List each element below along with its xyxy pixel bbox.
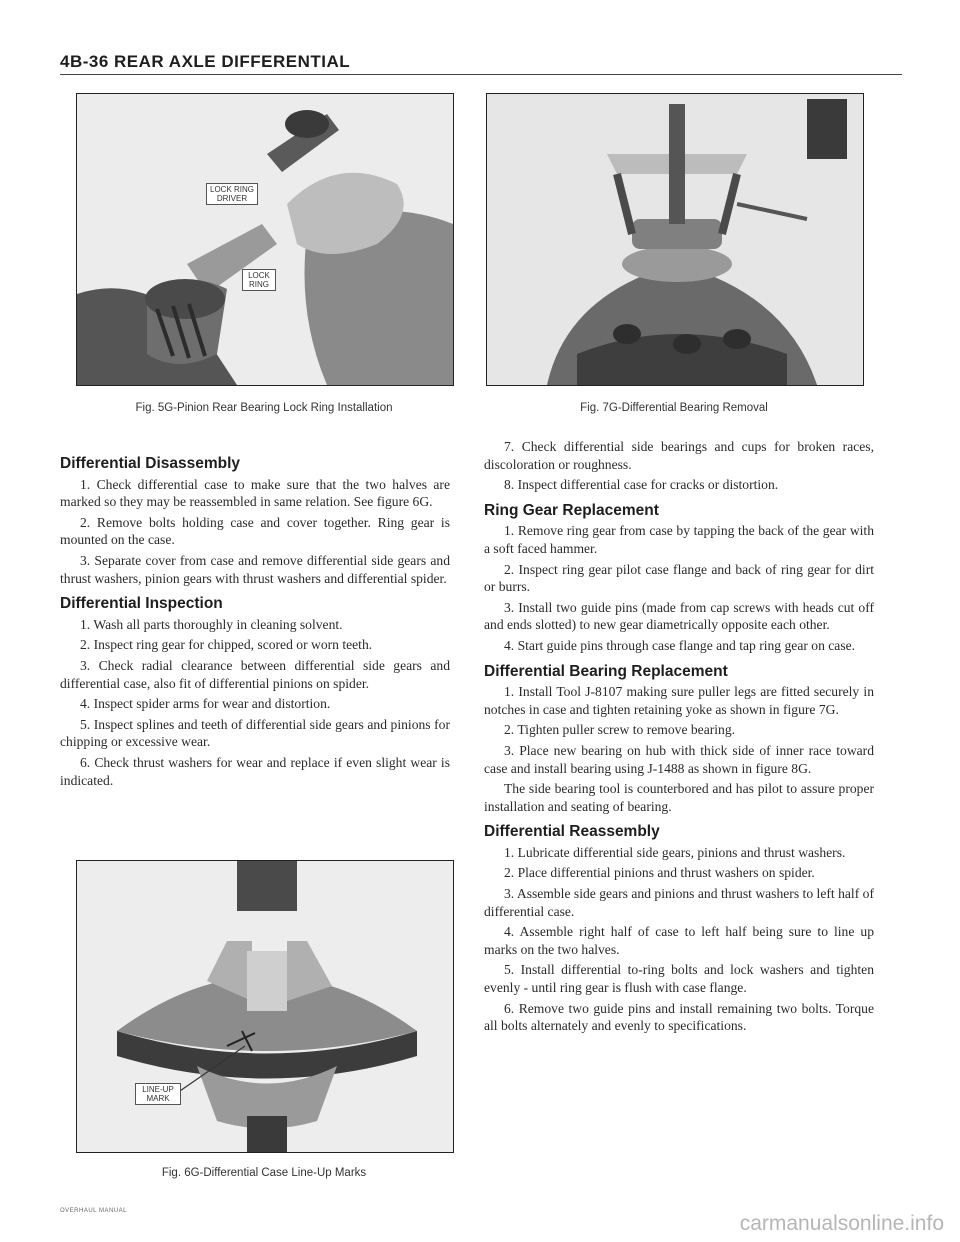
heading-differential-bearing-replacement: Differential Bearing Replacement	[484, 662, 728, 680]
reassembly-step-6: 6. Remove two guide pins and install remaining two bolts. Torque all bolts alternately and evenly to specifications.	[484, 1000, 874, 1034]
disassembly-step-1: 1. Check differential case to make sure that the two halves are marked so they may be reassembled in same relation. See figure 6G.	[60, 476, 450, 510]
header-rule	[60, 74, 902, 75]
inspection-step-7: 7. Check differential side bearings and cups for broken races, discoloration or roughness.	[484, 439, 874, 472]
callout-lock-ring: LOCK RING	[242, 269, 276, 291]
inspection-step-6: 6. Check thrust washers for wear and replace if even slight wear is indicated.	[60, 754, 450, 788]
bearing-step-1: 1. Install Tool J-8107 making sure puller legs are fitted securely in notches in case and tighten retaining yoke as shown in figure 7G.	[484, 684, 874, 717]
inspection-step-2: 2. Inspect ring gear for chipped, scored or worn teeth.	[80, 637, 373, 653]
reassembly-step-4: 4. Assemble right half of case to left half being sure to line up marks on the two halves.	[484, 924, 874, 957]
figure-7g-image	[486, 93, 864, 386]
page-header-title: 4B-36 REAR AXLE DIFFERENTIAL	[60, 52, 351, 71]
figure-5g-image	[76, 93, 454, 386]
inspection-step-4: 4. Inspect spider arms for wear and distortion.	[80, 696, 331, 712]
footer-manual-label: OVERHAUL MANUAL	[60, 1208, 127, 1214]
ring-gear-step-3: 3. Install two guide pins (made from cap screws with heads cut off and ends slotted) to new gear diametrically opposite each other.	[484, 599, 874, 633]
reassembly-step-2: 2. Place differential pinions and thrust washers on spider.	[504, 865, 815, 881]
bearing-note: The side bearing tool is counterbored and has pilot to assure proper installation and seating of bearing.	[484, 781, 874, 814]
heading-differential-reassembly: Differential Reassembly	[484, 823, 660, 841]
figure-5g-caption: Fig. 5G-Pinion Rear Bearing Lock Ring Installation	[135, 402, 393, 414]
figure-7g-caption: Fig. 7G-Differential Bearing Removal	[580, 402, 768, 414]
figure-6g-illustration	[77, 861, 453, 1152]
bearing-step-2: 2. Tighten puller screw to remove bearing.	[504, 722, 736, 738]
inspection-step-5: 5. Inspect splines and teeth of differential side gears and pinions for chipping or excessive wear.	[60, 716, 450, 750]
ring-gear-step-1: 1. Remove ring gear from case by tapping the back of the gear with a soft faced hammer.	[484, 523, 874, 556]
heading-differential-disassembly: Differential Disassembly	[60, 455, 241, 472]
heading-differential-inspection: Differential Inspection	[60, 595, 223, 613]
bearing-step-3: 3. Place new bearing on hub with thick side of inner race toward case and install bearing using J-1488 as shown in figure 8G.	[484, 742, 874, 776]
disassembly-step-3: 3. Separate cover from case and remove differential side gears and thrust washers, pinion gears with thrust washers and differential spider.	[60, 552, 450, 586]
disassembly-step-2: 2. Remove bolts holding case and cover together. Ring gear is mounted on the case.	[60, 514, 450, 548]
heading-ring-gear-replacement: Ring Gear Replacement	[484, 501, 659, 519]
ring-gear-step-4: 4. Start guide pins through case flange and tap ring gear on case.	[504, 637, 856, 653]
reassembly-step-1: 1. Lubricate differential side gears, pinions and thrust washers.	[504, 844, 846, 860]
callout-line-up-mark: LINE-UP MARK	[135, 1083, 181, 1105]
inspection-step-1: 1. Wash all parts thoroughly in cleaning solvent.	[80, 616, 343, 632]
ring-gear-step-2: 2. Inspect ring gear pilot case flange and back of ring gear for dirt or burrs.	[484, 561, 874, 595]
left-text-column	[60, 447, 450, 792]
figure-7g-illustration	[487, 94, 863, 385]
callout-lock-ring-driver: LOCK RING DRIVER	[206, 183, 258, 205]
figure-6g-caption: Fig. 6G-Differential Case Line-Up Marks	[161, 1167, 367, 1179]
figure-6g-image	[76, 860, 454, 1153]
watermark-text: carmanualsonline.info	[739, 1212, 944, 1235]
inspection-step-3: 3. Check radial clearance between differential side gears and differential case, also fit of differential pinions on spider.	[60, 657, 450, 691]
right-text-column	[484, 438, 874, 1038]
reassembly-step-5: 5. Install differential to-ring bolts and lock washers and tighten evenly - until ring gear is flush with case flange.	[484, 962, 874, 996]
figure-5g-illustration	[77, 94, 453, 385]
reassembly-step-3: 3. Assemble side gears and pinions and thrust washers to left half of differential case.	[484, 886, 874, 919]
inspection-step-8: 8. Inspect differential case for cracks or distortion.	[504, 477, 779, 493]
